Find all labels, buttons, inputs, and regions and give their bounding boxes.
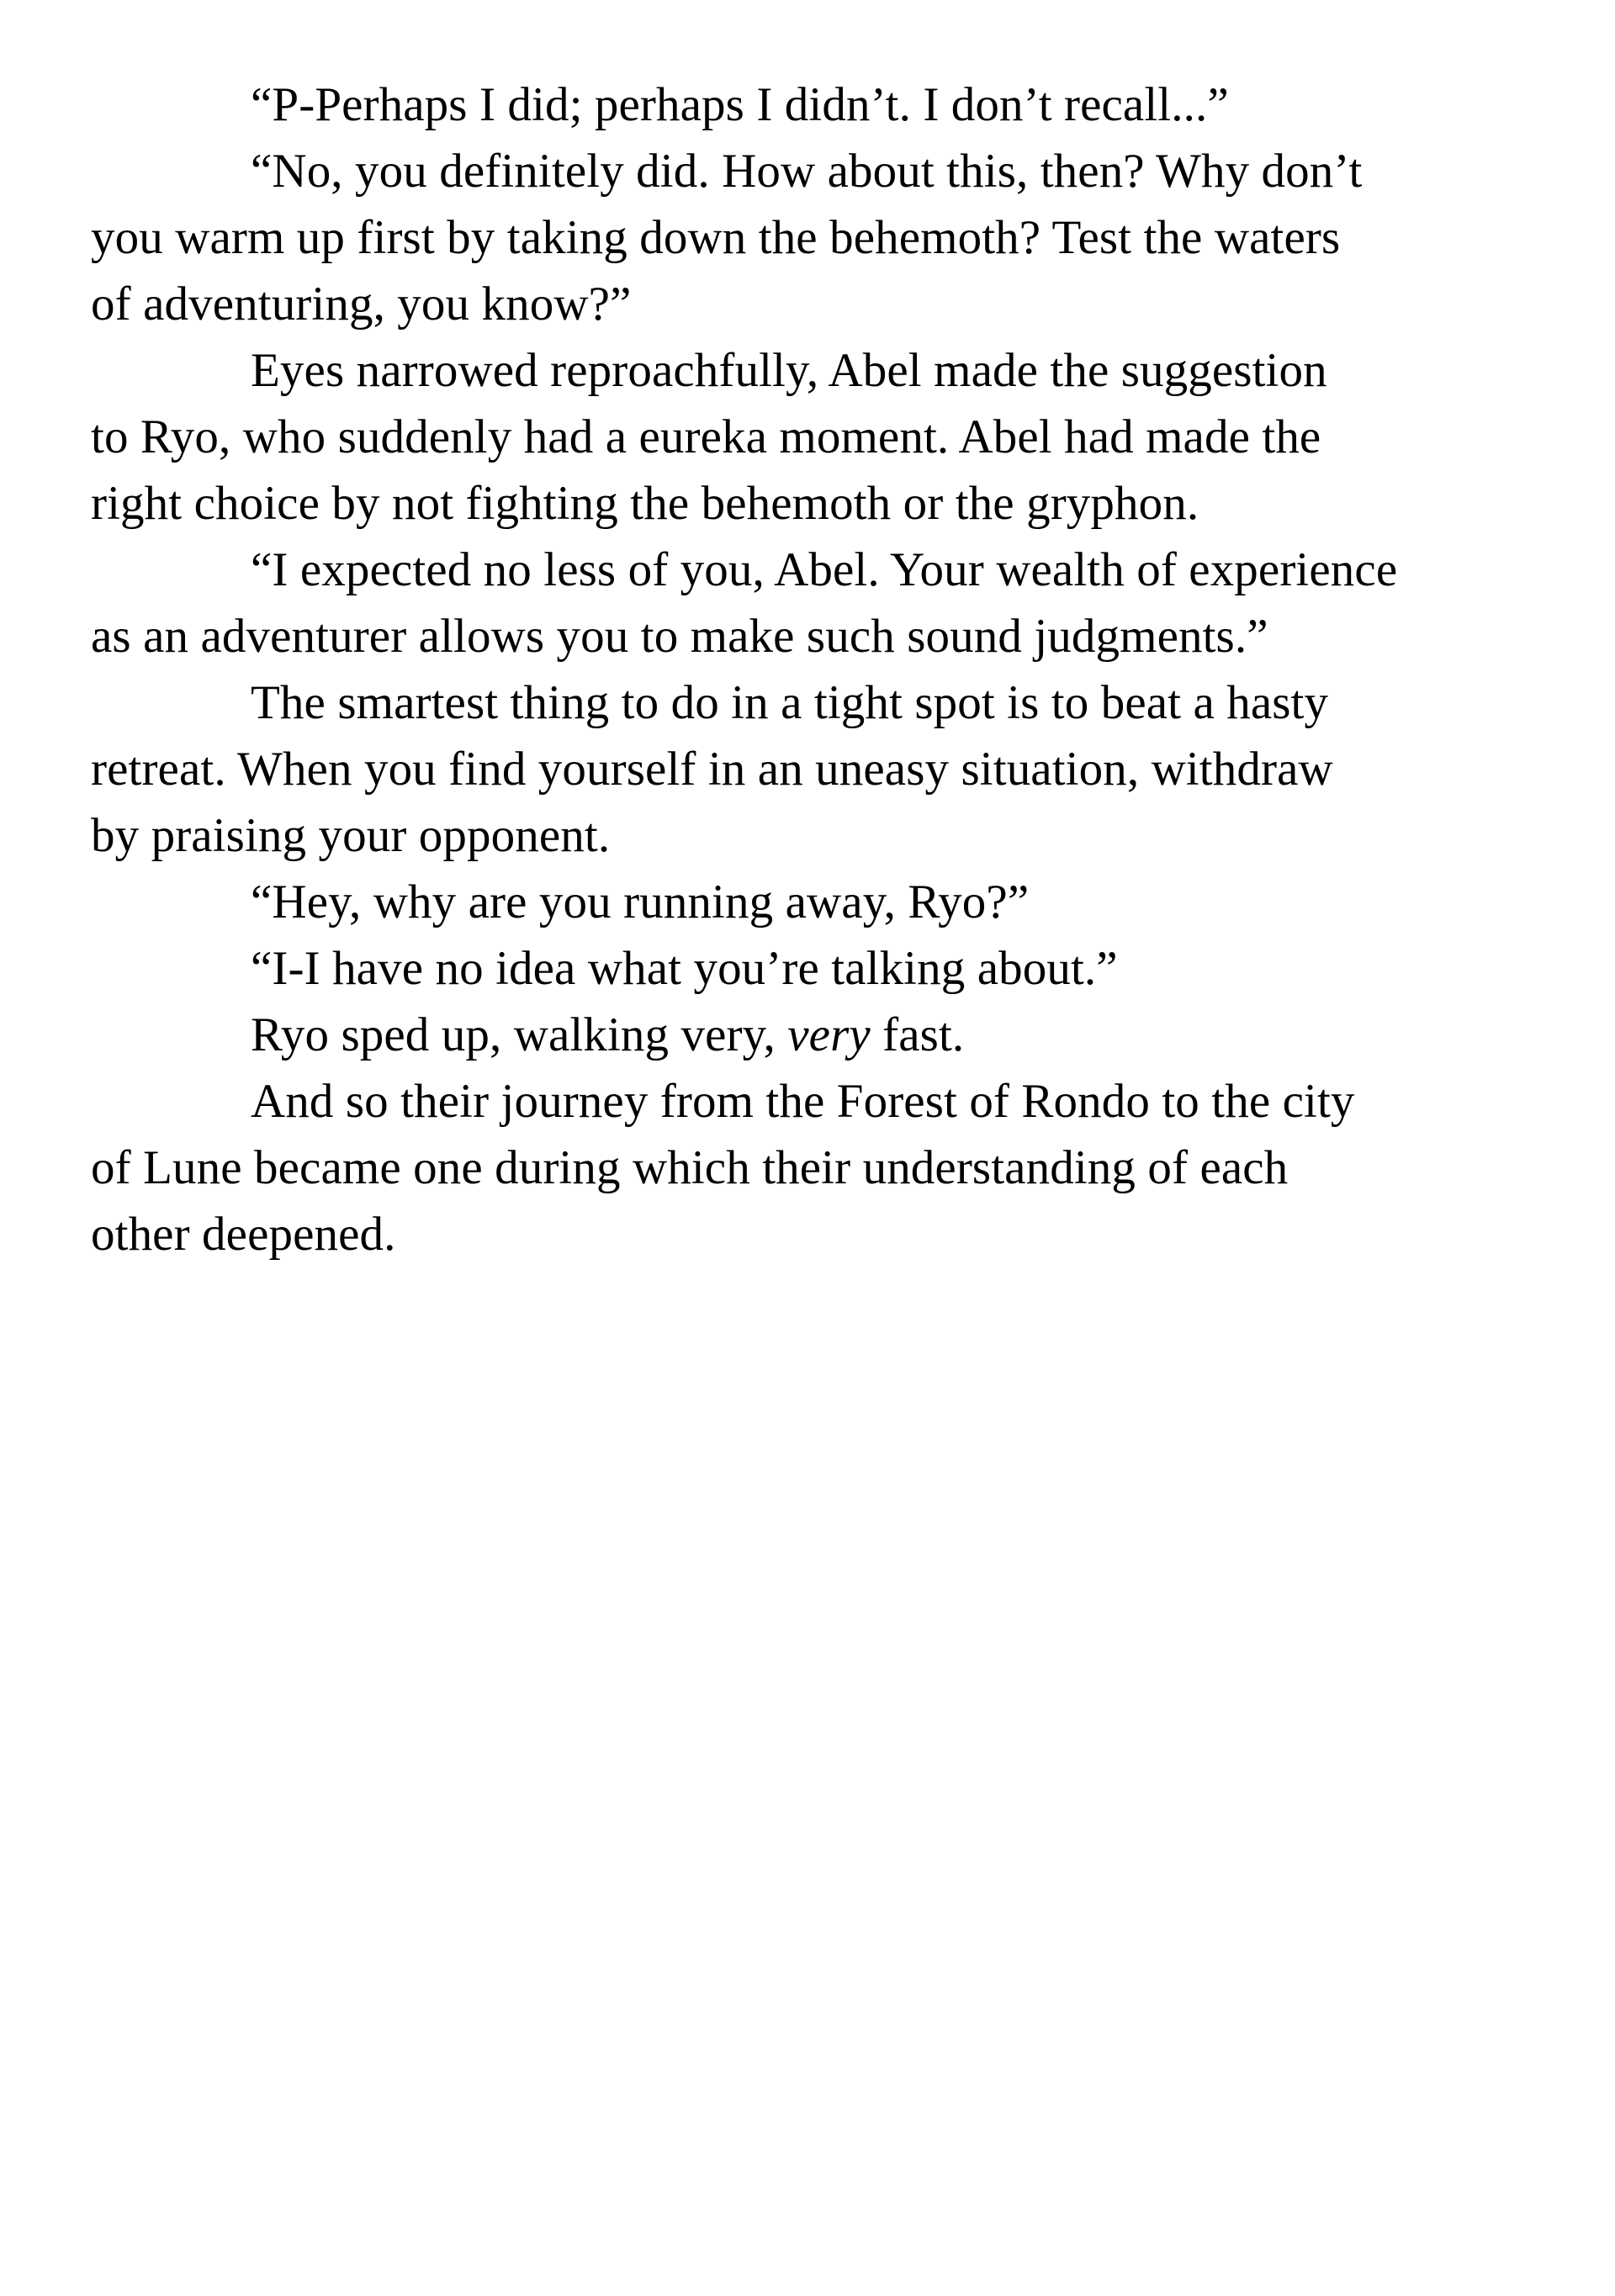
text-line (91, 71, 1531, 138)
text-line (91, 603, 1531, 669)
page-text (91, 71, 1531, 1267)
text-segment: retreat. When you find yourself in an uneasy situation, withdraw (91, 743, 1333, 796)
text-line (91, 1002, 1531, 1068)
text-line (91, 935, 1531, 1002)
italic-text: very (787, 1008, 871, 1061)
text-segment: to Ryo, who suddenly had a eureka moment. Abel had made the (91, 410, 1321, 463)
text-line (91, 736, 1531, 802)
text-line (91, 802, 1531, 869)
paragraph (91, 537, 1531, 669)
text-line (91, 1068, 1531, 1135)
text-segment: by praising your opponent. (91, 809, 611, 862)
text-line (91, 404, 1531, 470)
paragraph (91, 869, 1531, 935)
text-segment: fast. (870, 1008, 965, 1061)
text-segment: other deepened. (91, 1208, 396, 1261)
text-line (91, 537, 1531, 603)
text-line (91, 337, 1531, 404)
text-line (91, 204, 1531, 271)
paragraph (91, 71, 1531, 138)
text-segment: of adventuring, you know?” (91, 278, 632, 331)
text-segment: of Lune became one during which their understanding of each (91, 1141, 1289, 1194)
text-segment: The smartest thing to do in a tight spot is to beat a hasty (251, 676, 1329, 729)
text-segment: “I expected no less of you, Abel. Your wealth of experience (251, 543, 1398, 596)
paragraph (91, 669, 1531, 869)
text-segment: Ryo sped up, walking very, (251, 1008, 788, 1061)
text-line (91, 138, 1531, 204)
text-line (91, 271, 1531, 337)
text-segment: “Hey, why are you running away, Ryo?” (251, 876, 1030, 928)
text-segment: And so their journey from the Forest of Rondo to the city (251, 1075, 1355, 1128)
paragraph (91, 138, 1531, 337)
paragraph (91, 1068, 1531, 1267)
paragraph (91, 337, 1531, 537)
paragraph (91, 935, 1531, 1002)
text-segment: “No, you definitely did. How about this, then? Why don’t (251, 145, 1363, 198)
text-line (91, 669, 1531, 736)
text-line (91, 1135, 1531, 1201)
text-segment: “P-Perhaps I did; perhaps I didn’t. I don’t recall...” (251, 78, 1229, 131)
text-line (91, 1201, 1531, 1267)
text-segment: “I-I have no idea what you’re talking about.” (251, 942, 1118, 995)
text-segment: as an adventurer allows you to make such sound judgments.” (91, 610, 1268, 663)
text-segment: Eyes narrowed reproachfully, Abel made the suggestion (251, 344, 1327, 397)
paragraph (91, 1002, 1531, 1068)
text-line (91, 869, 1531, 935)
text-line (91, 470, 1531, 537)
text-segment: you warm up first by taking down the behemoth? Test the waters (91, 211, 1341, 264)
text-segment: right choice by not fighting the behemoth or the gryphon. (91, 477, 1199, 530)
